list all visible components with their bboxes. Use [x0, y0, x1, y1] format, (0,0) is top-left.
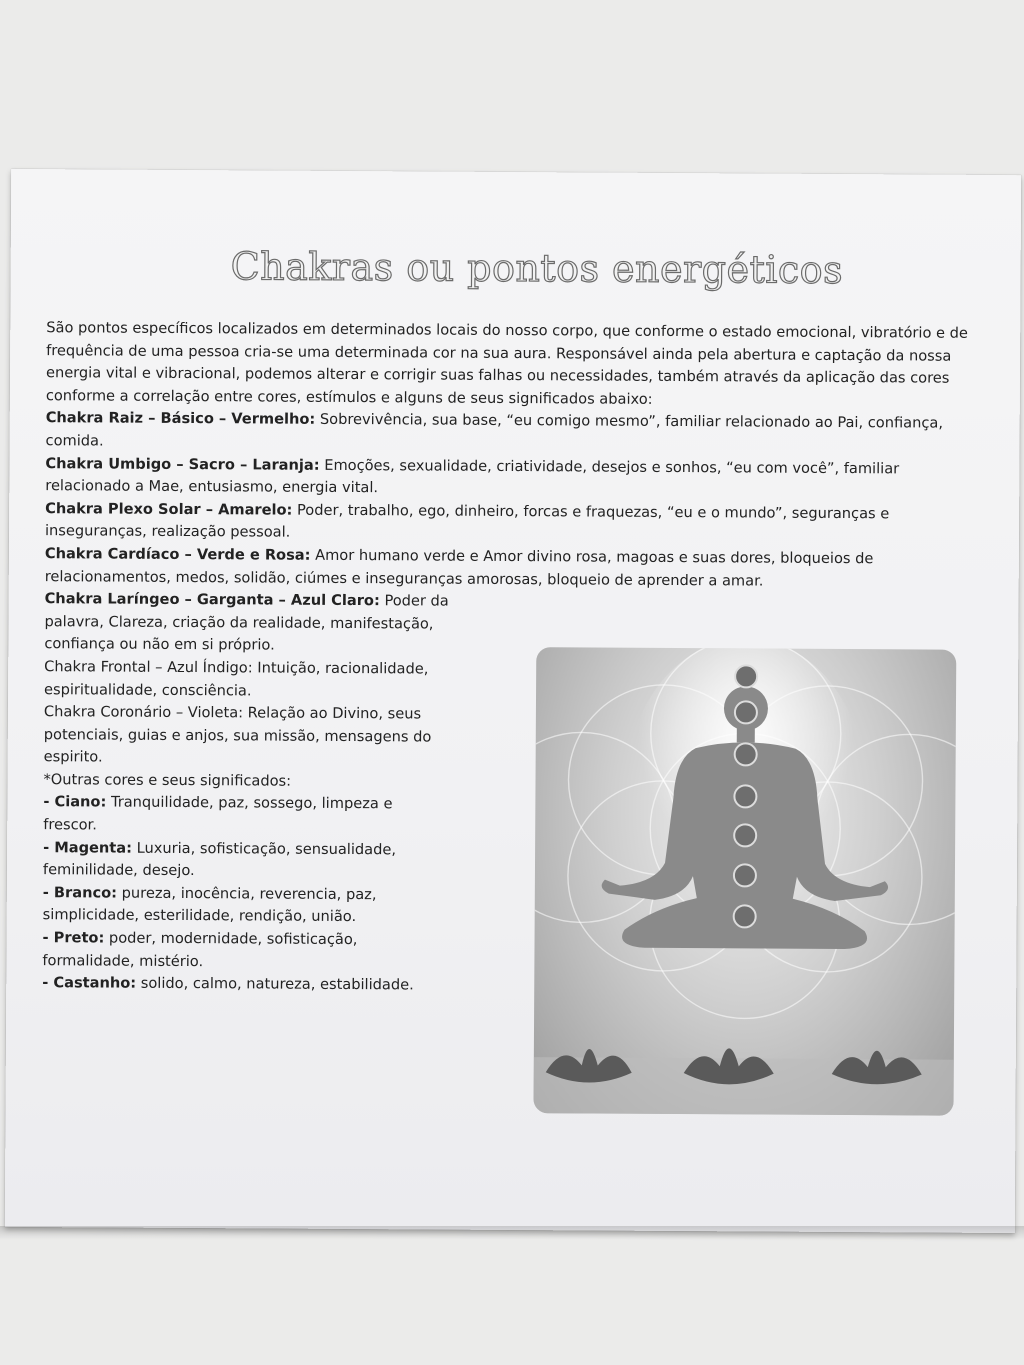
root-chakra-icon: [734, 905, 756, 927]
sacral-chakra-icon: [734, 864, 756, 886]
third-eye-chakra-icon: [735, 701, 757, 723]
chakra-solar-plexus: Chakra Plexo Solar – Amarelo: Poder, trabalho, ego, dinheiro, forcas e fraquezas, “eu e o mundo”, seguranças e inseguranças, realização pessoal.: [44, 499, 890, 541]
chakra-root: Chakra Raiz – Básico – Vermelho: Sobrevivência, sua base, “eu comigo mesmo”, familiar relacionado ao Pai, confiança, comida.: [45, 409, 944, 450]
narrow-column: [42, 588, 449, 997]
color-black: - Preto: poder, modernidade, sofisticação, formalidade, mistério.: [42, 929, 358, 970]
chakra-frontal: Chakra Frontal – Azul Índigo: Intuição, racionalidade, espiritualidade, consciência.: [44, 658, 429, 699]
book-page: [5, 169, 1021, 1233]
throat-chakra-icon: [735, 743, 757, 765]
solar-plexus-chakra-icon: [734, 824, 756, 846]
heart-chakra-icon: [734, 785, 756, 807]
chakra-crown: Chakra Coronário – Violeta: Relação ao Divino, seus potenciais, guias e anjos, sua missão, mensagens do espirito.: [43, 703, 432, 766]
crown-chakra-icon: [735, 665, 757, 687]
chakra-sacral: Chakra Umbigo – Sacro – Laranja: Emoções, sexualidade, criatividade, desejos e sonhos, “eu com você”, familiar relacionado a Mae, entusiasmo, energia vital.: [45, 454, 900, 497]
meditation-illustration: [533, 647, 956, 1116]
lotus-flowers: [546, 1047, 922, 1085]
meditation-figure-svg: [533, 647, 956, 1116]
color-white: - Branco: pureza, inocência, reverencia, paz, simplicidade, esterilidade, rendição, união.: [42, 883, 377, 926]
intro-paragraph: São pontos específicos localizados em determinados locais do nosso corpo, que conforme o estado emocional, vibratório e de frequência de uma pessoa cria-se uma determinada cor na sua aura. Responsável ainda pela abertura e captação da nossa energia vital e vibracional, podemos alterar e corrigir suas falhas ou necessidades, também através da aplicação das cores conforme a correlação entre cores, estímulos e alguns de seus significados abaixo:: [45, 319, 968, 408]
chakra-heart: Chakra Cardíaco – Verde e Rosa: Amor humano verde e Amor divino rosa, magoas e suas dores, bloqueios de relacionamentos, medos, solidão, ciúmes e inseguranças amorosas, bloqueio de aprender a amar.: [44, 545, 874, 590]
color-cyan: - Ciano: Tranquilidade, paz, sossego, limpeza e frescor.: [43, 793, 393, 834]
other-colors-heading: *Outras cores e seus significados:: [43, 771, 292, 790]
chakra-throat: Chakra Laríngeo – Garganta – Azul Claro: Poder da palavra, Clareza, criação da realidade, manifestação, confiança ou não em si próprio.: [44, 590, 449, 654]
page-bottom-shadow: [0, 1226, 1024, 1240]
color-brown: - Castanho: solido, calmo, natureza, estabilidade.: [42, 974, 414, 994]
page-title: Chakras ou pontos energéticos: [230, 244, 844, 293]
color-magenta: - Magenta: Luxuria, sofisticação, sensualidade, feminilidade, desejo.: [42, 838, 397, 880]
